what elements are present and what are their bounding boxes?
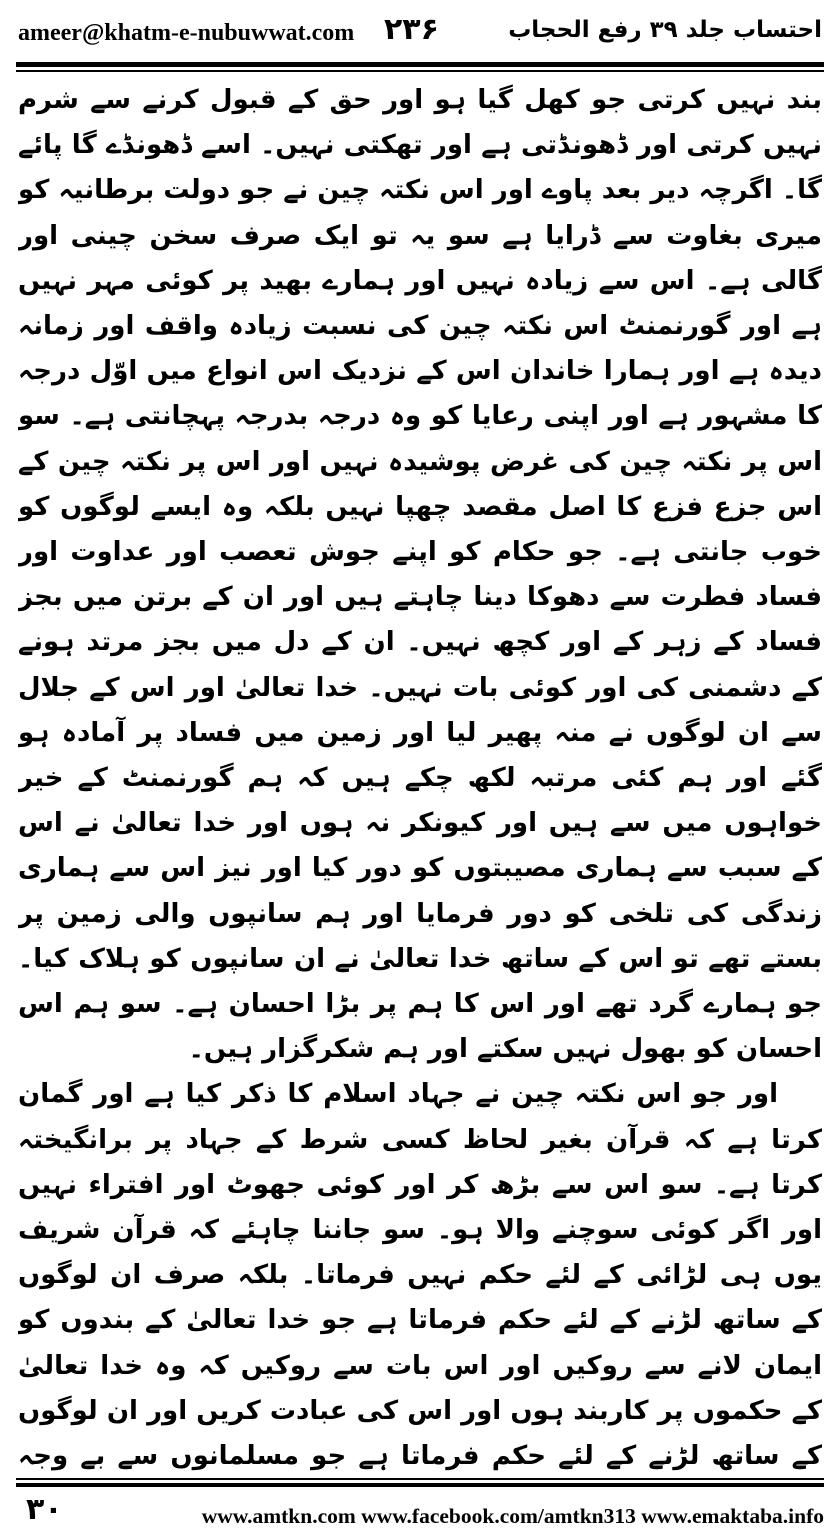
page-header — [0, 0, 840, 62]
footer-websites: www.amtkn.com www.facebook.com/amtkn313 www.emaktaba.info — [201, 1504, 824, 1528]
header-page-number: ۲۳۶ — [384, 12, 439, 47]
footer-page-number: ۳۰ — [26, 1492, 63, 1527]
paragraph-2: اور جو اس نکتہ چین نے جہاد اسلام کا ذکر کیا ہے اور گمان کرتا ہے کہ قرآن بغیر لحاظ کسی شرط کے جہاد پر برانگیختہ کرتا ہے۔ سو اس سے بڑھ کر اور کوئی جھوٹ اور افتراء نہیں اور اگر کوئی سوچنے والا ہو۔ سو جاننا چاہئے کہ قرآن شریف یوں ہی لڑائی کے لئے حکم نہیں فرماتا۔ بلکہ صرف ان لوگوں کے ساتھ لڑنے کے لئے حکم فرماتا ہے جو خدا تعالیٰ کے بندوں کو ایمان لانے سے روکیں اور اس بات سے روکیں کہ وہ خدا تعالیٰ کے حکموں پر کاربند ہوں اور اس کی عبادت کریں اور ان لوگوں کے ساتھ لڑنے کے لئے حکم فرماتا ہے جو مسلمانوں سے بے وجہ — [18, 1079, 822, 1472]
header-rule-thick — [16, 62, 824, 67]
header-rule-thin — [16, 70, 824, 72]
page-footer — [0, 1478, 840, 1540]
header-book-title: احتساب جلد ۳۹ رفع الحجاب — [508, 17, 822, 43]
footer-rule-thin — [16, 1478, 824, 1480]
page-body — [18, 78, 822, 1480]
paragraph-1: بند نہیں کرتی جو کھل گیا ہو اور حق کے قبول کرنے سے شرم نہیں کرتی اور ڈھونڈتی ہے اور تھکتی نہیں۔ اسے ڈھونڈے گا پائے گا۔ اگرچہ دیر بعد پاوے اور اس نکتہ چین نے جو دولت برطانیہ کو میری بغاوت سے ڈرایا ہے سو یہ تو ایک صرف سخن چینی اور گالی ہے۔ اس سے زیادہ نہیں اور ہمارے بھید پر کوئی مہر نہیں ہے اور گورنمنٹ اس نکتہ چین کی نسبت زیادہ واقف اور زمانہ دیدہ ہے اور ہمارا خاندان اس کے نزدیک اس انواع میں اوّل درجہ کا مشہور ہے اور اپنی رعایا کو وہ درجہ بدرجہ پہچانتی ہے۔ سو اس پر نکتہ چین کی غرض پوشیدہ نہیں اور اس پر نکتہ چین کے اس جزع فزع کا اصل مقصد چھپا نہیں بلکہ وہ ایسے لوگوں کو خوب جانتی ہے۔ جو حکام کو اپنے جوش تعصب اور عداوت اور فساد فطرت سے دھوکا دینا چاہتے ہیں اور ان کے برتن میں بجز فساد کے زہر کے اور کچھ نہیں۔ ان کے دل میں بجز مرتد ہونے کے دشمنی کی اور کوئی بات نہیں۔ خدا تعالیٰ اور اس کے جلال سے ان لوگوں نے منہ پھیر لیا اور زمین میں فساد پر آمادہ ہو گئے اور ہم کئی مرتبہ لکھ چکے ہیں کہ ہم گورنمنٹ کے خیر خواہوں میں سے ہیں اور کیونکر نہ ہوں اور خدا تعالیٰ نے اس کے سبب سے ہماری مصیبتوں کو دور کیا اور نیز اس سے ہماری زندگی کی تلخی کو دور فرمایا اور ہم سانپوں والی زمین پر بستے تھے تو اس کے ساتھ خدا تعالیٰ نے ان سانپوں کو ہلاک کیا۔ جو ہمارے گرد تھے اور اس کا ہم پر بڑا احسان ہے۔ سو ہم اس احسان کو بھول نہیں سکتے اور ہم شکرگزار ہیں۔ — [18, 85, 822, 1065]
footer-rule-thick — [16, 1483, 824, 1487]
header-email: ameer@khatm-e-nubuwwat.com — [18, 20, 355, 46]
